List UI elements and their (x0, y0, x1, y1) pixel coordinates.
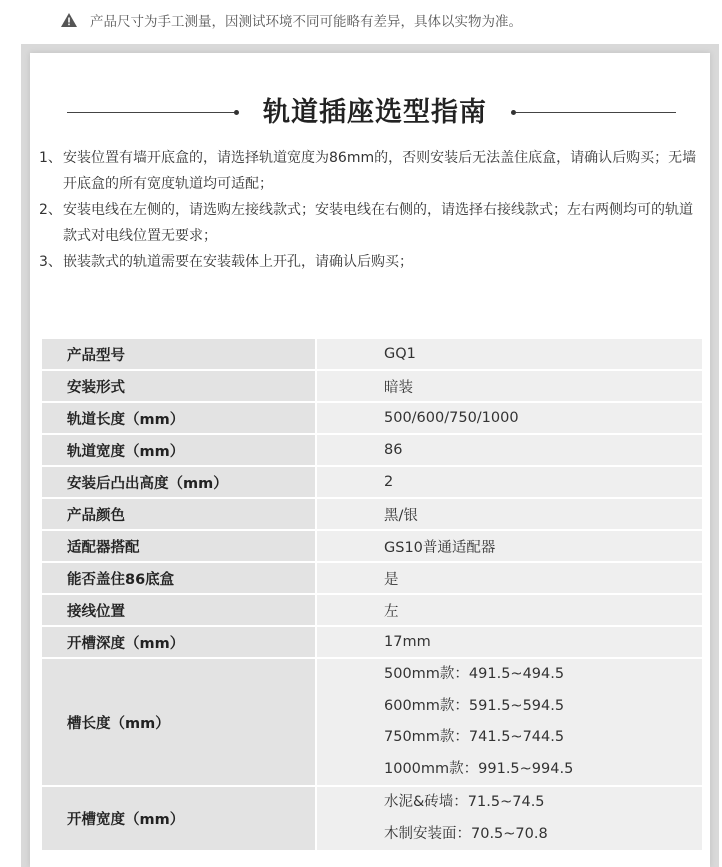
spec-key: 轨道宽度（mm） (42, 434, 315, 466)
spec-subvalue: 600mm款：591.5~594.5 (384, 697, 565, 714)
spec-subvalue: 500mm款：491.5~494.5 (384, 666, 565, 682)
spec-key: 轨道长度（mm） (42, 402, 315, 434)
spec-value: 左 (317, 594, 702, 626)
spec-value: 2 (317, 466, 702, 498)
spec-key: 产品型号 (42, 339, 315, 370)
spec-subvalue: 水泥&砖墙：71.5~74.5 (384, 794, 545, 810)
spec-value: 黑/银 (317, 498, 702, 530)
notice-text: 产品尺寸为手工测量，因测试环境不同可能略有差异，具体以实物为准。 (90, 14, 522, 30)
guide-title-row (30, 91, 710, 135)
spec-subvalue: 木制安装面：70.5~70.8 (384, 825, 548, 842)
title-divider-left (67, 112, 237, 113)
table-row (42, 626, 702, 658)
spec-table (42, 339, 702, 852)
notice-bar (60, 9, 522, 31)
note-item (39, 249, 703, 275)
spec-value: 是 (317, 562, 702, 594)
spec-key: 槽长度（mm） (42, 658, 315, 786)
note-item (39, 145, 703, 197)
note-item (39, 197, 703, 249)
table-row (42, 402, 702, 434)
spec-value: 86 (317, 434, 702, 466)
table-row (42, 530, 702, 562)
spec-value: 暗装 (317, 370, 702, 402)
spec-key: 适配器搭配 (42, 530, 315, 562)
spec-key: 开槽深度（mm） (42, 626, 315, 658)
spec-key: 开槽宽度（mm） (42, 786, 315, 851)
spec-key: 安装后凸出高度（mm） (42, 466, 315, 498)
spec-key: 安装形式 (42, 370, 315, 402)
guide-title: 轨道插座选型指南 (263, 97, 487, 128)
spec-key: 能否盖住86底盒 (42, 562, 315, 594)
title-dot-left (234, 110, 239, 115)
guide-panel (21, 44, 719, 867)
table-row (42, 562, 702, 594)
spec-value: 500/600/750/1000 (317, 402, 702, 434)
table-row (42, 370, 702, 402)
spec-subvalue: 1000mm款：991.5~994.5 (384, 760, 574, 777)
table-row (42, 339, 702, 370)
spec-key: 产品颜色 (42, 498, 315, 530)
table-row (42, 434, 702, 466)
table-row (42, 498, 702, 530)
notes-list (39, 145, 703, 275)
note-number: 3、 (39, 254, 62, 270)
spec-value: GQ1 (317, 339, 702, 370)
title-divider-right (516, 112, 676, 113)
note-text: 安装电线在左侧的，请选购左接线款式；安装电线在右侧的，请选择右接线款式；左右两侧均可的轨道款式对电线位置无要求； (63, 202, 693, 244)
table-row (42, 658, 702, 786)
spec-value-multiline (317, 786, 702, 851)
table-row (42, 466, 702, 498)
note-text: 安装位置有墙开底盒的，请选择轨道宽度为86mm的，否则安装后无法盖住底盒，请确认后购买；无墙开底盒的所有宽度轨道均可适配； (63, 150, 697, 192)
spec-value-multiline (317, 658, 702, 786)
spec-value: 17mm (317, 626, 702, 658)
spec-key: 接线位置 (42, 594, 315, 626)
spec-value: GS10普通适配器 (317, 530, 702, 562)
note-text: 嵌装款式的轨道需要在安装载体上开孔，请确认后购买； (63, 254, 413, 270)
warning-triangle-icon (60, 12, 78, 28)
note-number: 2、 (39, 202, 62, 218)
table-row (42, 594, 702, 626)
note-number: 1、 (39, 150, 62, 166)
guide-card (30, 53, 710, 867)
spec-subvalue: 750mm款：741.5~744.5 (384, 729, 565, 745)
table-row (42, 786, 702, 851)
